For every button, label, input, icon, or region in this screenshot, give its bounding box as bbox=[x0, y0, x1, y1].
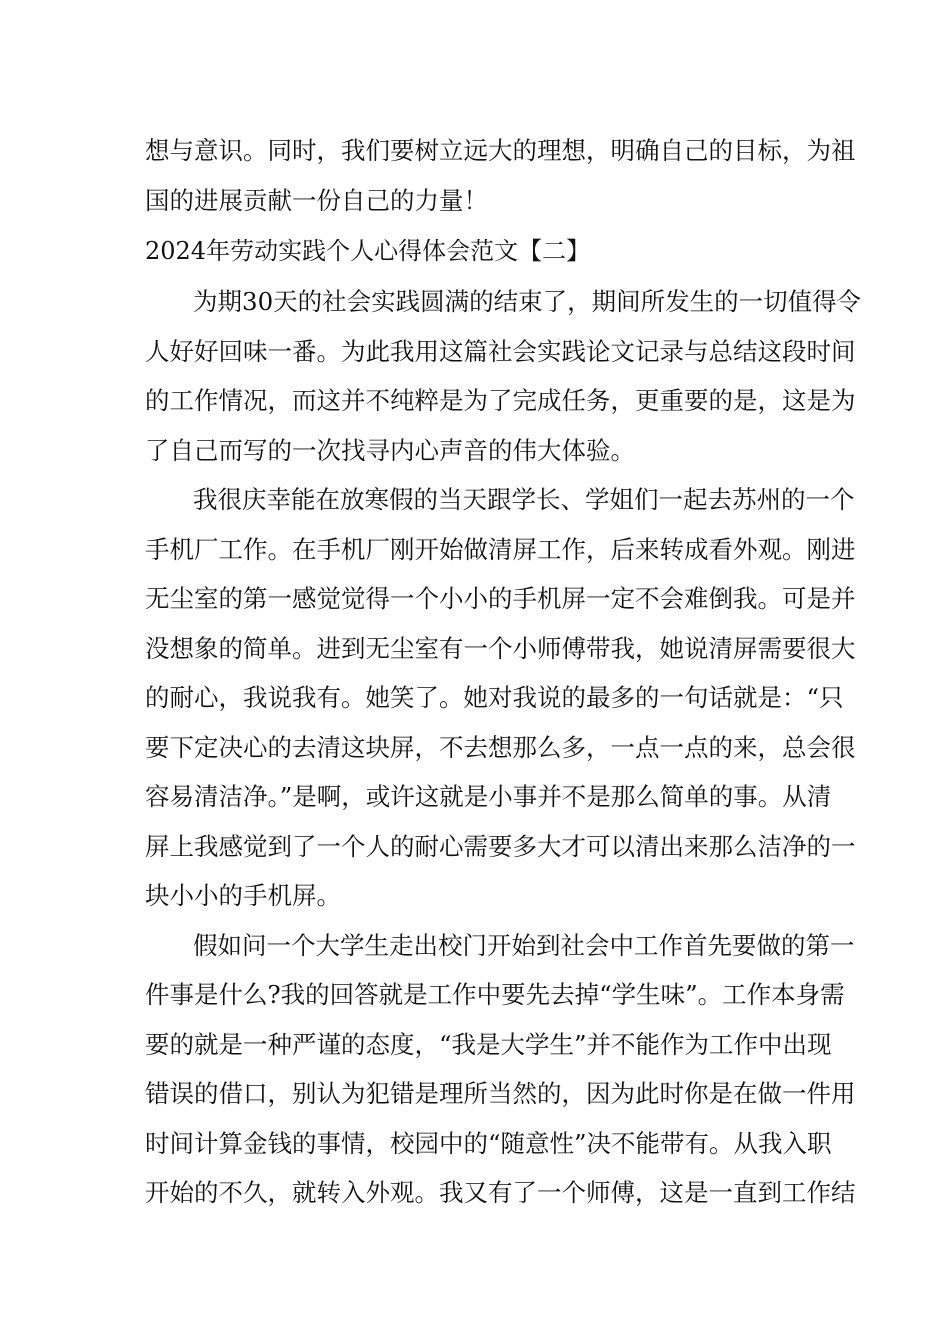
section-heading: 2024年劳动实践个人心得体会范文【二】 bbox=[145, 237, 591, 265]
paragraph-line: 想与意识。同时，我们要树立远大的理想，明确自己的目标，为祖 bbox=[145, 136, 856, 165]
paragraph-line: 要下定决心的去清这块屏，不去想那么多，一点一点的来，总会很 bbox=[145, 733, 856, 762]
paragraph-line: 人好好回味一番。为此我用这篇社会实践论文记录与总结这段时间 bbox=[145, 337, 856, 366]
paragraph-line: 手机厂工作。在手机厂刚开始做清屏工作，后来转成看外观。刚进 bbox=[145, 535, 856, 564]
paragraph-line: 开始的不久，就转入外观。我又有了一个师傅，这是一直到工作结 bbox=[145, 1178, 856, 1207]
paragraph-line: 时间计算金钱的事情，校园中的“随意性”决不能带有。从我入职 bbox=[145, 1129, 832, 1158]
paragraph-line: 的耐心，我说我有。她笑了。她对我说的最多的一句话就是：“只 bbox=[145, 683, 844, 712]
paragraph-line: 要的就是一种严谨的态度，“我是大学生”并不能作为工作中出现 bbox=[145, 1030, 832, 1059]
paragraph-line: 国的进展贡献一份自己的力量！ bbox=[145, 186, 488, 215]
paragraph-line: 假如问一个大学生走出校门开始到社会中工作首先要做的第一 bbox=[193, 931, 855, 960]
paragraph-line: 的工作情况，而这并不纯粹是为了完成任务，更重要的是，这是为 bbox=[145, 386, 856, 415]
paragraph-line: 错误的借口，别认为犯错是理所当然的，因为此时你是在做一件用 bbox=[145, 1079, 856, 1108]
paragraph-line: 屏上我感觉到了一个人的耐心需要多大才可以清出来那么洁净的一 bbox=[145, 832, 856, 861]
paragraph-line: 为期30天的社会实践圆满的结束了，期间所发生的一切值得令 bbox=[193, 287, 862, 316]
paragraph-line: 没想象的简单。进到无尘室有一个小师傅带我，她说清屏需要很大 bbox=[145, 634, 856, 663]
paragraph-line: 了自己而写的一次找寻内心声音的伟大体验。 bbox=[145, 436, 635, 465]
paragraph-line: 块小小的手机屏。 bbox=[145, 881, 341, 910]
paragraph-line: 件事是什么?我的回答就是工作中要先去掉“学生味”。工作本身需 bbox=[145, 980, 845, 1009]
paragraph-line: 我很庆幸能在放寒假的当天跟学长、学姐们一起去苏州的一个 bbox=[193, 485, 855, 514]
paragraph-line: 无尘室的第一感觉觉得一个小小的手机屏一定不会难倒我。可是并 bbox=[145, 584, 856, 613]
paragraph-line: 容易清洁净。”是啊，或许这就是小事并不是那么简单的事。从清 bbox=[145, 782, 832, 811]
